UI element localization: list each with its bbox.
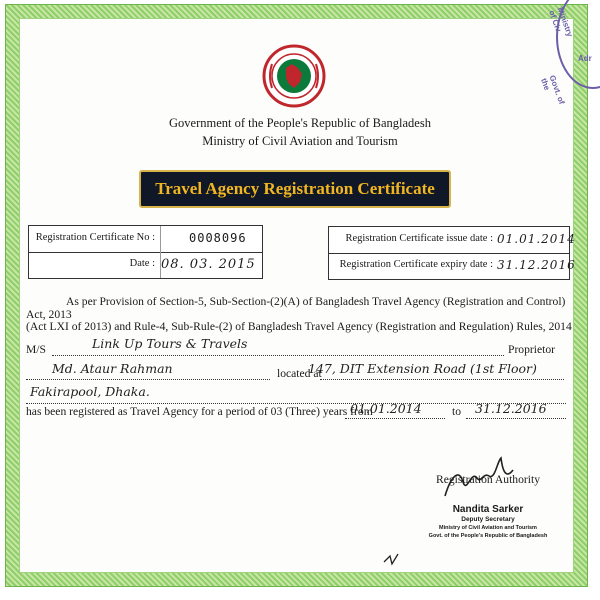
date-label: Date : — [129, 258, 155, 269]
company-name: Link Up Tours & Travels — [92, 336, 248, 351]
to-date-line — [466, 418, 566, 419]
located-label: located at — [277, 367, 322, 380]
to-label: to — [452, 405, 462, 418]
registration-info-box — [28, 225, 263, 279]
address-line-2: Fakirapool, Dhaka. — [30, 384, 150, 399]
stamp-text-3: Govt. of the — [539, 74, 567, 106]
authority-govt: Govt. of the People's Republic of Bangladesh — [428, 533, 548, 539]
registered-text: has been registered as Travel Agency for a period of 03 (Three) years from — [26, 405, 373, 418]
box-divider — [29, 252, 262, 253]
address-line-1: 147, DIT Extension Road (1st Floor) — [308, 361, 537, 376]
expiry-date-value: 31.12.2016 — [497, 258, 576, 272]
authority-ministry: Ministry of Civil Aviation and Tourism — [439, 525, 537, 531]
proprietor-label: Proprietor — [508, 343, 556, 356]
company-name-line — [52, 355, 504, 356]
reg-no-value: 0008096 — [189, 231, 247, 245]
stamp-text-2: Adr — [578, 54, 592, 63]
expiry-date-label: Registration Certificate expiry date : — [339, 259, 493, 270]
date-value: 08. 03. 2015 — [161, 257, 256, 272]
ms-label: M/S — [26, 343, 46, 356]
from-date: 01.01.2014 — [350, 401, 422, 416]
to-date: 31.12.2016 — [475, 401, 547, 416]
provision-text-line-2: (Act LXI of 2013) and Rule-4, Sub-Rule-(2) of Bangladesh Travel Agency (Registration and Regulation) Rules, 2014 — [26, 320, 572, 333]
stamp-text-1: Ministry of Civ — [547, 6, 575, 38]
validity-info-box — [328, 226, 576, 280]
government-seal-icon — [262, 44, 326, 108]
reg-no-label: Registration Certificate No : — [35, 232, 155, 243]
proprietor-name: Md. Ataur Rahman — [52, 361, 173, 376]
box-divider — [329, 253, 569, 254]
ministry-name: Ministry of Civil Aviation and Tourism — [202, 134, 398, 148]
government-name: Government of the People's Republic of Bangladesh — [169, 116, 431, 130]
authority-designation: Deputy Secretary — [461, 516, 515, 523]
address-line — [320, 379, 564, 380]
from-date-line — [345, 418, 445, 419]
authority-title: Registration Authority — [435, 473, 540, 486]
proprietor-name-line — [26, 379, 270, 380]
authority-name: Nandita Sarker — [452, 504, 524, 515]
pen-mark-icon — [382, 552, 402, 566]
issue-date-label: Registration Certificate issue date : — [345, 233, 493, 244]
provision-text-line-1: As per Provision of Section-5, Sub-Section-(2)(A) of Bangladesh Travel Agency (Registration and Control) Act, 2013 — [26, 295, 566, 321]
box-column-divider — [160, 226, 161, 278]
certificate-title: Travel Agency Registration Certificate — [139, 170, 451, 208]
issue-date-value: 01.01.2014 — [497, 232, 576, 246]
